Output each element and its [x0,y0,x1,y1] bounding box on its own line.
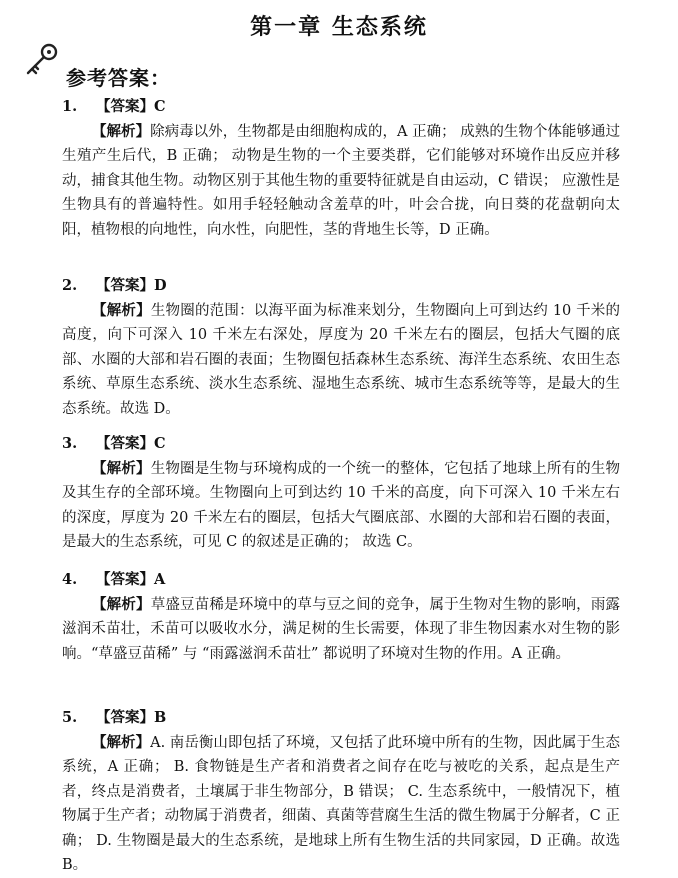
analysis-label: 【解析】 [92,733,151,751]
analysis-label: 【解析】 [92,301,151,319]
analysis-label: 【解析】 [92,122,151,140]
question-header [62,274,620,299]
analysis-text: 生物圈是生物与环境构成的一个统一的整体，它包括了地球上所有的生物及其生存的全部环境。生物圈向上可到达约 10 千米的高度，向下可深入 10 千米左右的深度，厚度为 20 千米左右的圈层，包括大气圈底部、水圈的大部和岩石圈的表面，是最大的生态系统，可见 C 的叙述是正确的； 故选 C。 [62,460,620,550]
answer-label: 【答案】C [96,98,166,115]
answer-label: 【答案】C [96,435,166,452]
answer-label: 【答案】A [96,571,166,588]
question-number: 4. [62,571,78,588]
question-number: 5. [62,709,78,726]
question-header [62,432,620,457]
analysis-text: A. 南岳衡山即包括了环境，又包括了此环境中所有的生物，因此属于生态系统，A 正确； B. 食物链是生产者和消费者之间存在吃与被吃的关系，起点是生产者，终点是消费者，土壤属于非生物部分，B 错误； C. 生态系统中，一般情况下，植物属于生产者；动物属于消费者，细菌、真菌等营腐生生活的微生物属于分解者，C 正确； D. 生物圈是最大的生态系统，是地球上所有生物生活的共同家园，D 正确。故选 B。 [62,734,621,873]
section-title: 参考答案： [66,66,171,90]
question-analysis [62,593,620,667]
key-icon [22,40,62,80]
question-item [62,568,620,666]
question-analysis [62,299,620,422]
question-analysis [62,120,620,243]
question-item [62,274,620,421]
analysis-label: 【解析】 [92,459,151,477]
question-header [62,95,620,120]
question-item [62,706,620,878]
question-number: 2. [62,277,78,294]
question-item [62,432,620,555]
analysis-text: 除病毒以外，生物都是由细胞构成的，A 正确； 成熟的生物个体能够通过生殖产生后代，B 正确； 动物是生物的一个主要类群，它们能够对环境作出反应并移动，捕食其他生物。动物区别于其他生物的重要特征就是自由运动，C 错误； 应激性是生物具有的普遍特性。如用手轻轻触动含羞草的叶，叶会合拢，向日葵的花盘朝向太阳，植物根的向地性，向水性，向肥性，茎的背地生长等，D 正确。 [62,123,621,238]
analysis-text: 草盛豆苗稀是环境中的草与豆之间的竞争，属于生物对生物的影响，雨露滋润禾苗壮，禾苗可以吸收水分，满足树的生长需要，体现了非生物因素水对生物的影响。“草盛豆苗稀” 与 “雨露滋润禾苗壮” 都说明了环境对生物的作用。A 正确。 [62,596,620,662]
question-item [62,95,620,242]
question-number: 1. [62,98,78,115]
question-header [62,568,620,593]
question-analysis [62,457,620,555]
analysis-label: 【解析】 [92,595,151,613]
question-analysis [62,731,620,878]
answer-label: 【答案】D [96,277,167,294]
answer-label: 【答案】B [96,709,167,726]
question-header [62,706,620,731]
page-title: 第一章 生态系统 [250,14,428,40]
question-number: 3. [62,435,78,452]
analysis-text: 生物圈的范围：以海平面为标准来划分，生物圈向上可到达约 10 千米的高度，向下可深入 10 千米左右深处，厚度为 20 千米左右的圈层，包括大气圈的底部、水圈的大部和岩石圈的表面；生物圈包括森林生态系统、海洋生态系统、农田生态系统、草原生态系统、淡水生态系统、湿地生态系统、城市生态系统等等，是最大的生态系统。故选 D。 [62,302,621,417]
